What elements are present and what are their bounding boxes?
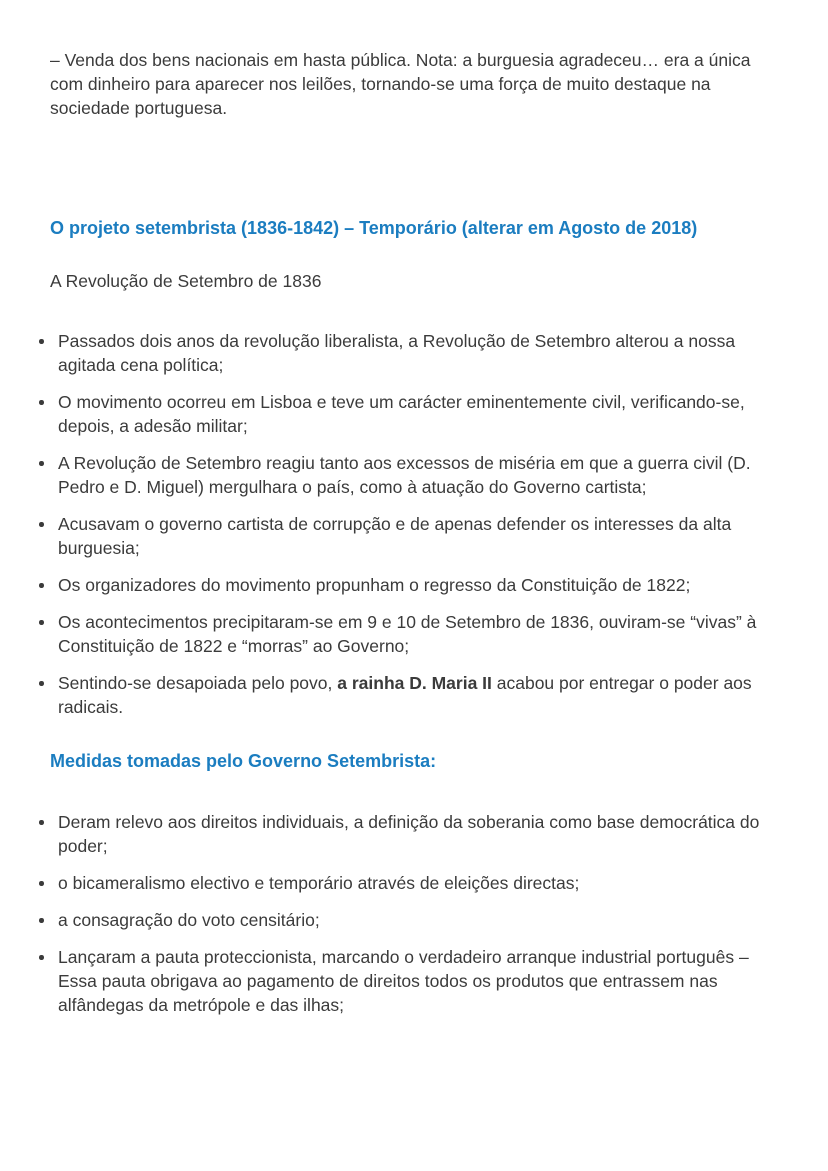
intro-paragraph: – Venda dos bens nacionais em hasta pública. Nota: a burguesia agradeceu… era a única com dinheiro para aparecer nos leilões, tornando-se uma força de muito destaque na sociedade portuguesa. [50,50,751,118]
list-item-text: Lançaram a pauta proteccionista, marcando o verdadeiro arranque industrial português – Essa pauta obrigava ao pagamento de direitos todos os produtos que entrassem nas alfândegas da metrópole e das ilhas; [58,947,749,1015]
list-item-text: acabou por entregar o poder aos radicais. [58,673,752,717]
list-item-text: A Revolução de Setembro reagiu tanto aos excessos de miséria em que a guerra civil (D. Pedro e D. Miguel) mergulhara o país, como à atuação do Governo cartista; [58,453,751,497]
bullet-list-medidas [58,810,776,1017]
section-heading-projeto-setembrista: O projeto setembrista (1836-1842) – Temporário (alterar em Agosto de 2018) [50,218,698,238]
list-item-text: Os organizadores do movimento propunham o regresso da Constituição de 1822; [58,575,691,595]
list-item [58,610,776,658]
list-item-text: Passados dois anos da revolução liberalista, a Revolução de Setembro alterou a nossa agitada cena política; [58,331,736,375]
list-item-text: Os acontecimentos precipitaram-se em 9 e 10 de Setembro de 1836, ouviram-se “vivas” à Constituição de 1822 e “morras” ao Governo; [58,612,757,656]
list-item [58,573,776,597]
list-item-text: Acusavam o governo cartista de corrupção e de apenas defender os interesses da alta burguesia; [58,514,732,558]
list-item [58,871,776,895]
list-item [58,810,776,858]
list-item-text: Deram relevo aos direitos individuais, a definição da soberania como base democrática do poder; [58,812,760,856]
list-item [58,512,776,560]
subheading-revolucao-setembro: A Revolução de Setembro de 1836 [50,271,322,291]
bullet-list-revolucao [58,329,776,719]
list-item-text: a consagração do voto censitário; [58,910,320,930]
list-item-text: Sentindo-se desapoiada pelo povo, [58,673,338,693]
list-item [58,390,776,438]
section-heading-medidas: Medidas tomadas pelo Governo Setembrista: [50,751,437,771]
bold-text-rainha-maria: a rainha D. Maria II [337,673,492,693]
list-item [58,329,776,377]
list-item [58,451,776,499]
list-item-text: o bicameralismo electivo e temporário através de eleições directas; [58,873,580,893]
list-item [58,945,776,1017]
list-item-text: O movimento ocorreu em Lisboa e teve um carácter eminentemente civil, verificando-se, depois, a adesão militar; [58,392,745,436]
list-item [58,908,776,932]
list-item [58,671,776,719]
